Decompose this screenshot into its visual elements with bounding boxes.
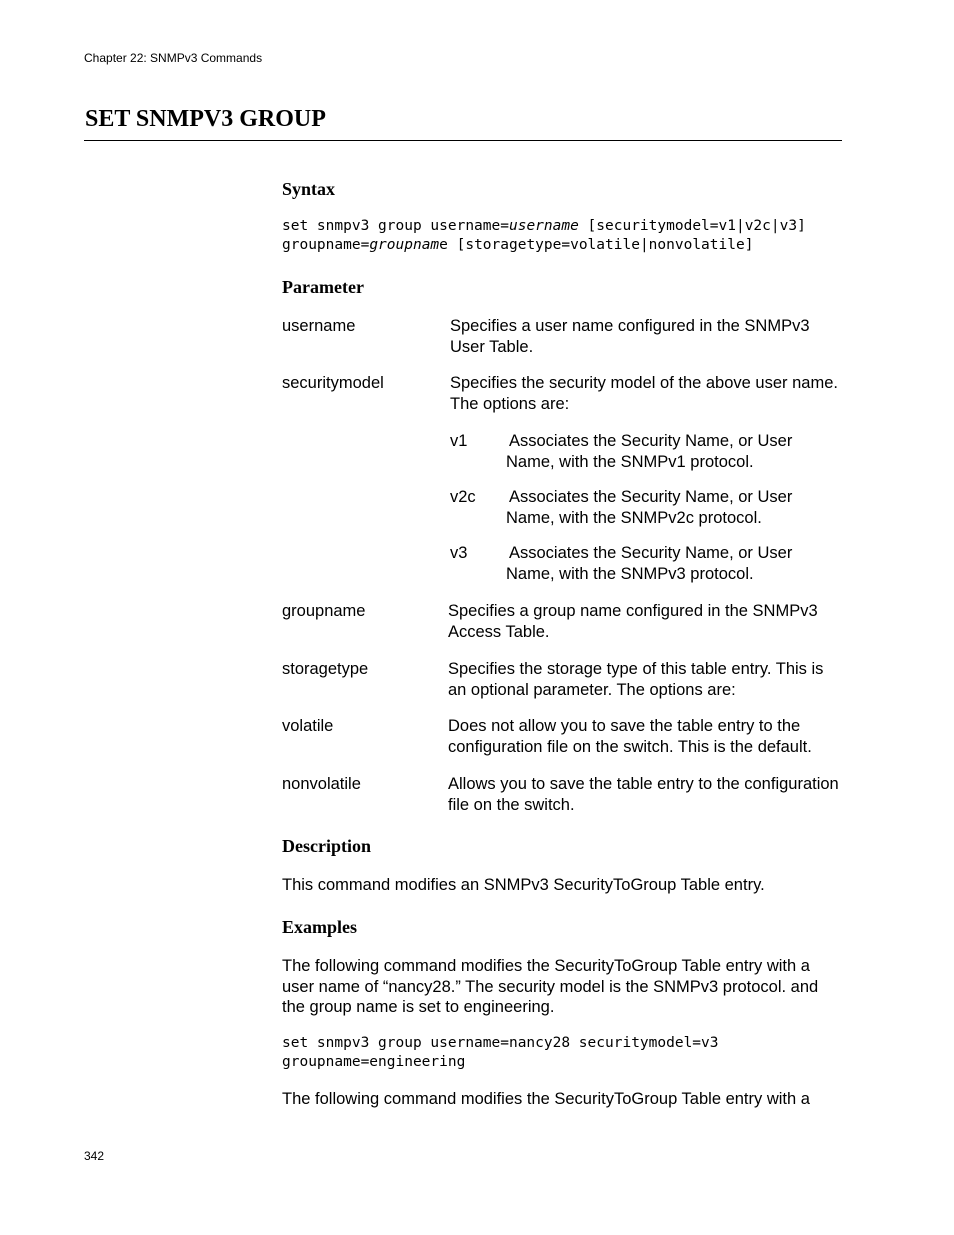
syntax-variable: username xyxy=(508,218,579,234)
syntax-code-text: e [storagetype=volatile|nonvolatile] xyxy=(439,237,754,253)
option-desc: Associates the Security Name, or User Name, with the SNMPv3 protocol. xyxy=(506,544,793,583)
syntax-code-text: groupname= xyxy=(282,237,370,253)
title-rule xyxy=(84,140,842,141)
param-name: username xyxy=(282,317,356,335)
param-desc: Does not allow you to save the table entry to the configuration file on the switch. This is the default. xyxy=(448,717,812,756)
description-text: This command modifies an SNMPv3 SecurityToGroup Table entry. xyxy=(282,876,765,894)
syntax-code xyxy=(282,217,806,255)
param-name: groupname xyxy=(282,602,366,620)
option-name: v3 xyxy=(450,544,468,562)
page-number: 342 xyxy=(84,1149,105,1163)
syntax-variable: groupnam xyxy=(369,237,440,253)
example-code-line: set snmpv3 group username=nancy28 securitymodel=v3 xyxy=(282,1035,719,1051)
option-name: v2c xyxy=(450,488,476,506)
param-desc: Specifies a group name configured in the SNMPv3 Access Table. xyxy=(448,602,818,641)
param-desc: Specifies the storage type of this table entry. This is an optional parameter. The options are: xyxy=(448,660,824,699)
examples-heading: Examples xyxy=(282,917,358,937)
param-name: nonvolatile xyxy=(282,775,361,793)
syntax-heading: Syntax xyxy=(282,179,336,199)
example-intro: The following command modifies the SecurityToGroup Table entry with a xyxy=(282,1090,810,1108)
param-desc: Allows you to save the table entry to the configuration file on the switch. xyxy=(448,775,839,814)
param-name: volatile xyxy=(282,717,334,735)
parameter-heading: Parameter xyxy=(282,277,364,297)
running-head: Chapter 22: SNMPv3 Commands xyxy=(84,51,263,65)
option-name: v1 xyxy=(450,432,468,450)
option-desc: Associates the Security Name, or User Name, with the SNMPv2c protocol. xyxy=(506,488,793,527)
option-desc: Associates the Security Name, or User Name, with the SNMPv1 protocol. xyxy=(506,432,793,471)
syntax-code-text: set snmpv3 group username= xyxy=(282,218,509,234)
example-intro: The following command modifies the SecurityToGroup Table entry with a user name of “nancy28.” The security model is the SNMPv3 protocol. and the group name is set to engineering. xyxy=(282,957,819,1016)
syntax-code-text: [securitymodel=v1|v2c|v3] xyxy=(578,218,806,234)
example-code-line: groupname=engineering xyxy=(282,1054,466,1070)
param-name: securitymodel xyxy=(282,374,384,392)
description-heading: Description xyxy=(282,836,371,856)
param-name: storagetype xyxy=(282,660,369,678)
param-desc: Specifies the security model of the above user name. The options are: xyxy=(450,374,838,413)
param-desc: Specifies a user name configured in the SNMPv3 User Table. xyxy=(450,317,810,356)
example-code xyxy=(282,1034,719,1072)
page-title: SET SNMPV3 GROUP xyxy=(85,106,326,132)
